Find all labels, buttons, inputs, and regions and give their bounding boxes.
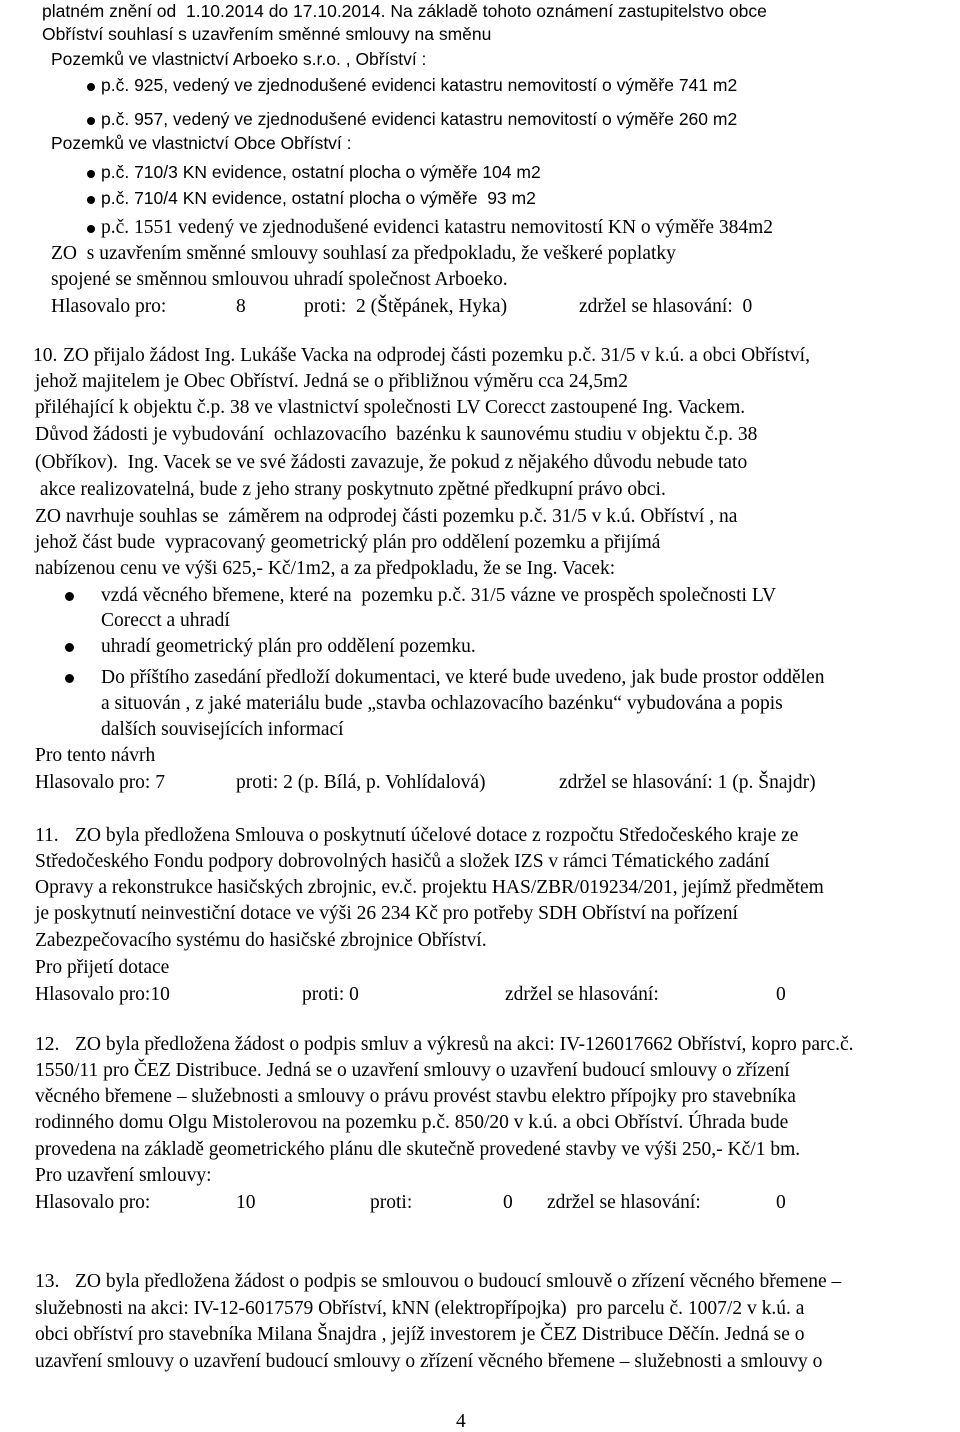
paragraph-line: (Obříkov). Ing. Vacek se ve své žádosti zavazuje, že pokud z nějakého důvodu nebude tato [35, 452, 748, 473]
paragraph-line: služebnosti na akci: IV-12-6017579 Obříství, kNN (elektropřípojka) pro parcelu č. 1007/2 v k.ú. a [35, 1298, 805, 1319]
paragraph-line: Důvod žádosti je vybudování ochlazovacího bazénku k saunovému studiu v objektu č.p. 38 [35, 424, 758, 445]
intro-line: Obříství souhlasí s uzavřením směnné smlouvy na směnu [42, 24, 492, 44]
list-item: Corecct a uhradí [101, 610, 230, 631]
bullet-icon [87, 170, 95, 178]
intro-line: platném znění od 1.10.2014 do 17.10.2014. Na základě tohoto oznámení zastupitelstvo obce [42, 1, 767, 21]
list-item: p.č. 710/3 KN evidence, ostatní plocha o výměře 104 m2 [101, 162, 541, 182]
page-number: 4 [456, 1411, 466, 1432]
bullet-icon [87, 117, 95, 125]
item-number: 11. [35, 825, 59, 846]
vote-pro: 10 [236, 1192, 256, 1213]
list-item: Do příštího zasedání předloží dokumentaci, ve které bude uvedeno, jak bude prostor oddělen [101, 667, 825, 688]
intro-line: ZO s uzavřením směnné smlouvy souhlasí za předpokladu, že veškeré poplatky [51, 243, 676, 264]
list-item: p.č. 957, vedený ve zjednodušené evidenci katastru nemovitostí o výměře 260 m2 [101, 109, 738, 129]
paragraph-line: 1550/11 pro ČEZ Distribuce. Jedná se o uzavření smlouvy o uzavření budoucí smlouvy o zřízení [35, 1060, 790, 1081]
paragraph-line: jehož část bude vypracovaný geometrický plán pro oddělení pozemku a přijímá [35, 532, 661, 553]
intro-line: Pozemků ve vlastnictví Obce Obříství : [51, 133, 352, 153]
bullet-icon [65, 674, 74, 683]
paragraph-line: Opravy a rekonstrukce hasičských zbrojnic, ev.č. projektu HAS/ZBR/019234/201, jejímž předmětem [35, 877, 824, 898]
vote-label: Hlasovalo pro: [35, 1192, 151, 1213]
intro-line: spojené se směnnou smlouvou uhradí společnost Arboeko. [51, 269, 508, 290]
paragraph-line: přiléhající k objektu č.p. 38 ve vlastnictví společnosti LV Corecct zastoupené Ing. Vackem. [35, 397, 746, 418]
paragraph-line: uzavření smlouvy o uzavření budoucí smlouvy o zřízení věcného břemene – služebnosti a smlouvy o [35, 1351, 823, 1372]
paragraph-line: ZO byla předložena Smlouva o poskytnutí účelové dotace z rozpočtu Středočeského kraje ze [75, 825, 799, 846]
paragraph-line: provedena na základě geometrického plánu dle skutečně provedené stavby ve výši 250,- Kč/1 bm. [35, 1139, 801, 1160]
paragraph-line: ZO byla předložena žádost o podpis se smlouvou o budoucí smlouvě o zřízení věcného břemene – [75, 1271, 842, 1292]
vote-proti-label: proti: [370, 1192, 413, 1213]
vote-zdrzel-count: 0 [776, 1192, 786, 1213]
vote-proti: proti: 2 (Štěpánek, Hyka) [304, 296, 508, 317]
item-number: 13. [35, 1271, 60, 1292]
vote-proti: 0 [503, 1192, 513, 1213]
vote-pro: Hlasovalo pro: 7 [35, 772, 165, 793]
list-item: dalších souvisejících informací [101, 719, 344, 740]
vote-label: Hlasovalo pro: [51, 296, 167, 317]
vote-zdrzel: zdržel se hlasování: [547, 1192, 701, 1213]
bullet-icon [87, 196, 95, 204]
vote-proti: proti: 0 [302, 984, 359, 1005]
paragraph-line: jehož majitelem je Obec Obříství. Jedná se o přibližnou výměru cca 24,5m2 [35, 371, 628, 392]
list-item: p.č. 710/4 KN evidence, ostatní plocha o výměře 93 m2 [101, 188, 536, 208]
intro-line: Pozemků ve vlastnictví Arboeko s.r.o. , Obříství : [51, 49, 427, 69]
paragraph-line: je poskytnutí neinvestiční dotace ve výši 26 234 Kč pro potřeby SDH Obříství na pořízení [35, 903, 738, 924]
bullet-icon [87, 83, 95, 91]
bullet-icon [65, 643, 74, 652]
paragraph-line: ZO přijalo žádost Ing. Lukáše Vacka na odprodej části pozemku p.č. 31/5 v k.ú. a obci Obříství, [63, 345, 810, 366]
vote-pro: 8 [236, 296, 246, 317]
item-number: 10. [33, 345, 58, 366]
paragraph-line: obci obříství pro stavebníka Milana Šnajdra , jejíž investorem je ČEZ Distribuce Děčín. Jedná se o [35, 1324, 805, 1345]
bullet-icon [65, 592, 74, 601]
list-item: a situován , z jaké materiálu bude „stavba ochlazovacího bazénku“ vybudována a popis [101, 693, 783, 714]
paragraph-line: věcného břemene – služebnosti a smlouvy o právu provést stavbu elektro přípojky pro stavebníka [35, 1086, 796, 1107]
list-item: uhradí geometrický plán pro oddělení pozemku. [101, 636, 476, 657]
bullet-icon [87, 225, 95, 233]
vote-zdrzel: zdržel se hlasování: 0 [579, 296, 753, 317]
paragraph-line: akce realizovatelná, bude z jeho strany poskytnuto zpětné předkupní právo obci. [35, 479, 666, 500]
vote-pro: Hlasovalo pro:10 [35, 984, 170, 1005]
motion-label: Pro tento návrh [35, 745, 156, 766]
paragraph-line: rodinného domu Olgu Mistolerovou na pozemku p.č. 850/20 v k.ú. a obci Obříství. Úhrada bude [35, 1112, 789, 1133]
list-item: p.č. 925, vedený ve zjednodušené evidenci katastru nemovitostí o výměře 741 m2 [101, 75, 738, 95]
vote-zdrzel-count: 0 [776, 984, 786, 1005]
vote-zdrzel: zdržel se hlasování: 1 (p. Šnajdr) [559, 772, 816, 793]
vote-proti: proti: 2 (p. Bílá, p. Vohlídalová) [236, 772, 486, 793]
motion-label: Pro uzavření smlouvy: [35, 1165, 212, 1186]
paragraph-line: Zabezpečovacího systému do hasičské zbrojnice Obříství. [35, 930, 487, 951]
paragraph-line: Středočeského Fondu podpory dobrovolných hasičů a složek IZS v rámci Tématického zadání [35, 851, 770, 872]
vote-zdrzel: zdržel se hlasování: [505, 984, 659, 1005]
list-item: vzdá věcného břemene, které na pozemku p.č. 31/5 vázne ve prospěch společnosti LV [101, 585, 777, 606]
item-number: 12. [35, 1034, 60, 1055]
motion-label: Pro přijetí dotace [35, 957, 170, 978]
paragraph-line: nabízenou cenu ve výši 625,- Kč/1m2, a za předpokladu, že se Ing. Vacek: [35, 558, 616, 579]
list-item: p.č. 1551 vedený ve zjednodušené evidenci katastru nemovitostí KN o výměře 384m2 [101, 217, 774, 238]
paragraph-line: ZO navrhuje souhlas se záměrem na odprodej části pozemku p.č. 31/5 v k.ú. Obříství , na [35, 506, 738, 527]
paragraph-line: ZO byla předložena žádost o podpis smluv a výkresů na akci: IV-126017662 Obříství, kopro parc.č. [75, 1034, 854, 1055]
